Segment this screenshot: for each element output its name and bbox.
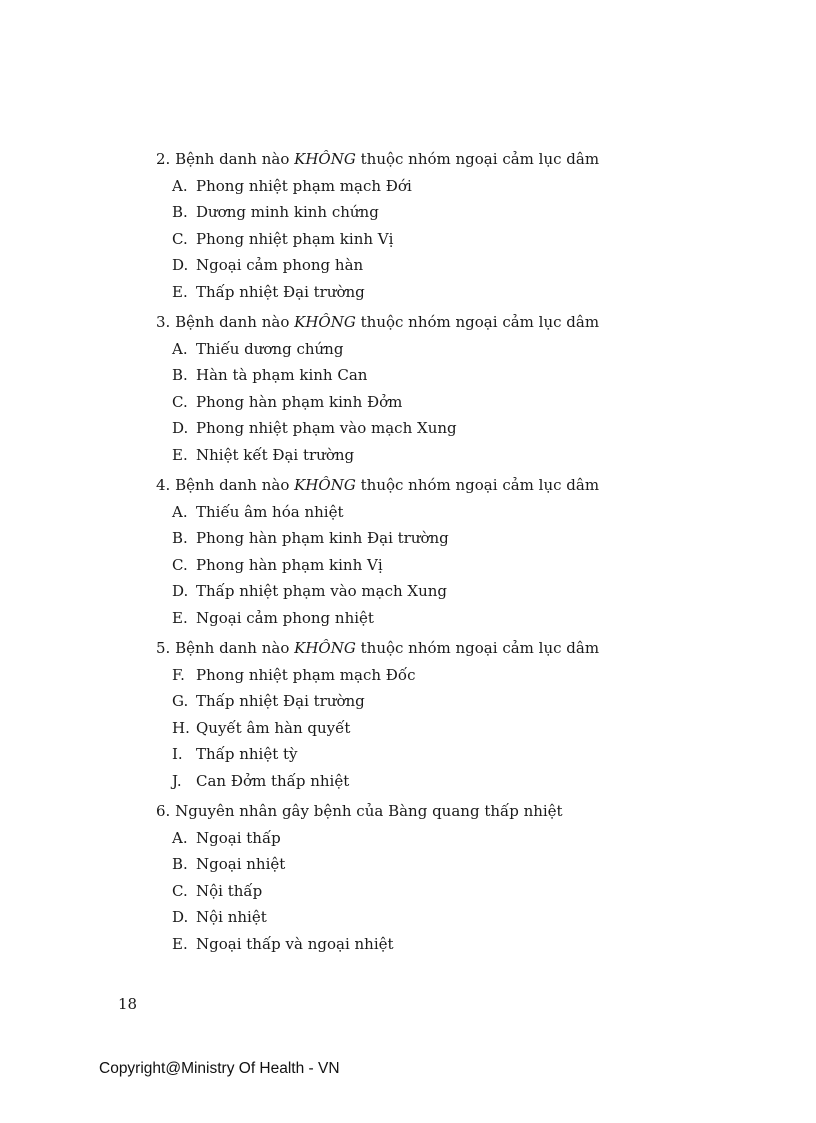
- answer-option: [156, 578, 776, 605]
- answer-option: [156, 173, 776, 200]
- answer-option: [156, 442, 776, 469]
- answer-option: [156, 662, 776, 689]
- option-letter: A.: [172, 176, 188, 195]
- option-text: Can Đởm thấp nhiệt: [196, 771, 350, 790]
- answer-option: [156, 825, 776, 852]
- question-block: [156, 309, 776, 472]
- answer-option: [156, 415, 776, 442]
- option-letter: C.: [172, 392, 188, 411]
- question-text: Bệnh danh nào: [175, 639, 290, 657]
- copyright-footer: Copyright@Ministry Of Health - VN: [99, 1060, 340, 1077]
- answer-option: [156, 199, 776, 226]
- answer-option: [156, 499, 776, 526]
- option-letter: J.: [172, 771, 182, 790]
- option-letter: E.: [172, 934, 188, 953]
- answer-option: [156, 279, 776, 306]
- option-letter: E.: [172, 445, 188, 464]
- option-letter: A.: [172, 828, 188, 847]
- option-text: Phong hàn phạm kinh Đởm: [196, 392, 403, 411]
- page-number: 18: [118, 995, 138, 1013]
- question-text: Bệnh danh nào: [175, 313, 290, 331]
- option-letter: A.: [172, 339, 188, 358]
- option-text: Phong nhiệt phạm vào mạch Xung: [196, 419, 457, 437]
- option-text: Phong nhiệt phạm mạch Đới: [196, 176, 412, 195]
- question-number: 4.: [156, 476, 171, 494]
- option-text: Phong hàn phạm kinh Vị: [196, 555, 383, 574]
- option-text: Ngoại cảm phong nhiệt: [196, 608, 374, 627]
- question-block: [156, 635, 776, 798]
- answer-option: [156, 336, 776, 363]
- question-emphasis: KHÔNG: [294, 150, 356, 168]
- answer-option: [156, 605, 776, 632]
- answer-option: [156, 904, 776, 931]
- question-emphasis: KHÔNG: [294, 639, 356, 657]
- question-text: Nguyên nhân gây bệnh của Bàng quang thấp nhiệt: [175, 802, 563, 820]
- option-text: Thiếu âm hóa nhiệt: [196, 502, 344, 521]
- option-text: Ngoại thấp và ngoại nhiệt: [196, 934, 394, 953]
- option-letter: B.: [172, 855, 188, 873]
- question-stem: [156, 635, 776, 662]
- answer-option: [156, 851, 776, 878]
- option-letter: A.: [172, 502, 188, 521]
- option-text: Thấp nhiệt Đại trường: [196, 692, 365, 710]
- option-letter: D.: [172, 908, 189, 926]
- option-letter: I.: [172, 745, 183, 763]
- option-letter: B.: [172, 529, 188, 547]
- answer-option: [156, 552, 776, 579]
- option-text: Thấp nhiệt tỳ: [196, 745, 298, 763]
- answer-option: [156, 931, 776, 958]
- question-number: 5.: [156, 639, 171, 657]
- option-text: Ngoại nhiệt: [196, 855, 286, 873]
- option-text: Phong nhiệt phạm kinh Vị: [196, 229, 394, 248]
- question-stem: [156, 798, 776, 825]
- answer-option: [156, 715, 776, 742]
- option-letter: G.: [172, 692, 189, 710]
- answer-option: [156, 362, 776, 389]
- question-text: Bệnh danh nào: [175, 476, 290, 494]
- question-number: 3.: [156, 313, 171, 331]
- option-text: Nhiệt kết Đại trường: [196, 445, 355, 464]
- answer-option: [156, 741, 776, 768]
- question-list: [156, 146, 776, 961]
- option-letter: C.: [172, 881, 188, 900]
- answer-option: [156, 252, 776, 279]
- option-text: Phong nhiệt phạm mạch Đốc: [196, 665, 416, 684]
- question-emphasis: KHÔNG: [294, 313, 356, 331]
- option-letter: C.: [172, 555, 188, 574]
- option-text: Dương minh kinh chứng: [196, 203, 379, 221]
- option-text: Thấp nhiệt Đại trường: [196, 282, 365, 301]
- option-letter: B.: [172, 366, 188, 384]
- option-letter: E.: [172, 282, 188, 301]
- answer-option: [156, 525, 776, 552]
- answer-option: [156, 389, 776, 416]
- option-text: Quyết âm hàn quyết: [196, 718, 351, 737]
- question-number: 2.: [156, 150, 171, 168]
- question-number: 6.: [156, 802, 171, 820]
- question-stem: [156, 146, 776, 173]
- question-text: Bệnh danh nào: [175, 150, 290, 168]
- question-block: [156, 472, 776, 635]
- option-letter: C.: [172, 229, 188, 248]
- option-text: Nội nhiệt: [196, 908, 267, 926]
- question-text-suffix: thuộc nhóm ngoại cảm lục dâm: [360, 476, 600, 494]
- option-text: Phong hàn phạm kinh Đại trường: [196, 529, 449, 547]
- option-text: Thấp nhiệt phạm vào mạch Xung: [196, 582, 448, 600]
- answer-option: [156, 688, 776, 715]
- question-block: [156, 146, 776, 309]
- question-text-suffix: thuộc nhóm ngoại cảm lục dâm: [360, 639, 600, 657]
- option-text: Ngoại thấp: [196, 828, 281, 847]
- option-text: Hàn tà phạm kinh Can: [196, 366, 368, 384]
- option-letter: D.: [172, 256, 189, 274]
- option-letter: E.: [172, 608, 188, 627]
- option-text: Nội thấp: [196, 881, 263, 900]
- answer-option: [156, 878, 776, 905]
- option-letter: F.: [172, 665, 185, 684]
- answer-option: [156, 768, 776, 795]
- question-block: [156, 798, 776, 961]
- option-letter: H.: [172, 718, 190, 737]
- question-text-suffix: thuộc nhóm ngoại cảm lục dâm: [360, 150, 600, 168]
- question-emphasis: KHÔNG: [294, 476, 356, 494]
- option-letter: B.: [172, 203, 188, 221]
- option-letter: D.: [172, 419, 189, 437]
- question-stem: [156, 472, 776, 499]
- answer-option: [156, 226, 776, 253]
- question-text-suffix: thuộc nhóm ngoại cảm lục dâm: [360, 313, 600, 331]
- option-letter: D.: [172, 582, 189, 600]
- option-text: Ngoại cảm phong hàn: [196, 256, 364, 274]
- question-stem: [156, 309, 776, 336]
- option-text: Thiếu dương chứng: [196, 339, 344, 358]
